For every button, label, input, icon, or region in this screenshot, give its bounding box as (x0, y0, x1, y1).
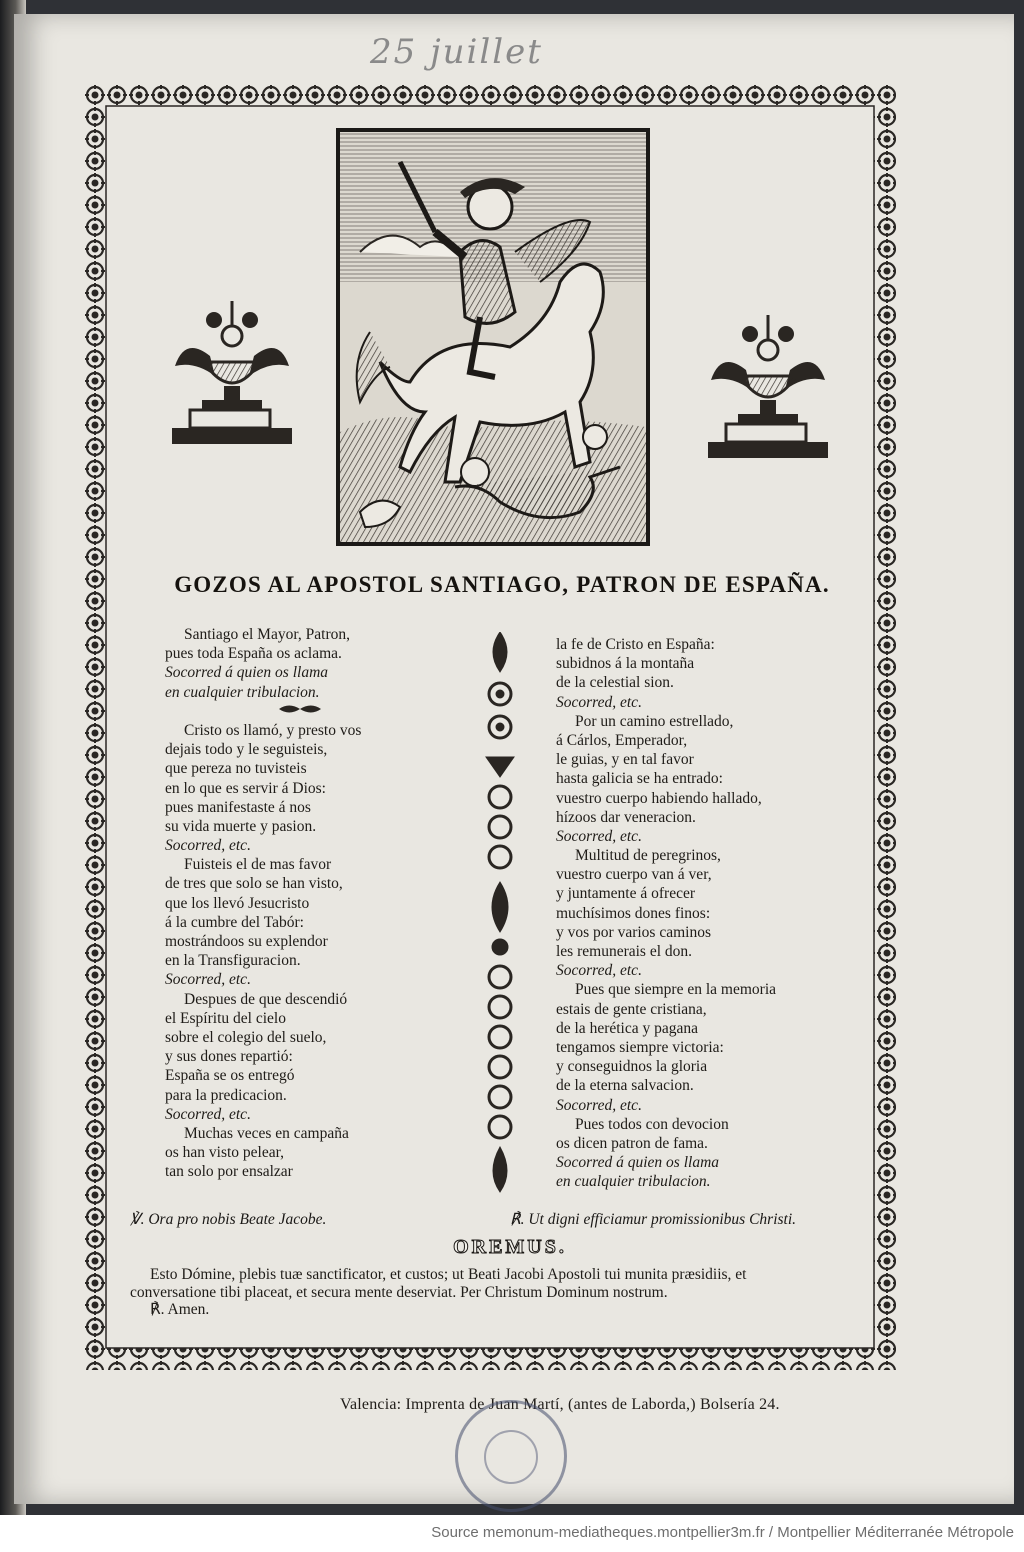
verse-line: á la cumbre del Tabór: (165, 913, 304, 931)
verse-line: hasta galicia se ha entrado: (556, 770, 723, 788)
verse-line: Muchas veces en campaña (184, 1124, 349, 1142)
page-title: GOZOS AL APOSTOL SANTIAGO, PATRON DE ESPAÑA. (174, 572, 830, 597)
verse-line: os dicen patron de fama. (556, 1134, 708, 1152)
verse-line: que los llevó Jesucristo (165, 894, 310, 912)
oremus-line: ℟. Amen. (150, 1301, 210, 1318)
right-column-verses (556, 635, 876, 1191)
verse-line: Socorred, etc. (556, 693, 642, 711)
verse-line: y vos por varios caminos (556, 923, 711, 941)
oremus-line: conversatione tibi placeat, et secura mente deserviat. Per Christum Dominum nostrum. (130, 1283, 668, 1301)
left-column-verses (165, 625, 485, 1181)
verse-line: Santiago el Mayor, Patron, (184, 626, 350, 643)
verse-line: en cualquier tribulacion. (165, 683, 320, 701)
verse-line: pues manifestaste á nos (165, 798, 311, 816)
verse-line: Socorred, etc. (556, 1096, 642, 1114)
verse-line: Socorred, etc. (556, 827, 642, 845)
verse-line: la fe de Cristo en España: (556, 636, 715, 653)
verse-line: Socorred á quien os llama (556, 1154, 720, 1172)
versicle-line: ℣. Ora pro nobis Beate Jacobe. (130, 1211, 327, 1228)
verse-line: muchísimos dones finos: (556, 904, 711, 922)
response-line: ℟. Ut digni efficiamur promissionibus Christi. (510, 1211, 797, 1228)
verse-line: en la Transfiguracion. (165, 952, 301, 970)
verse-line: para la predicacion. (165, 1086, 287, 1104)
verse-line: y juntamente á ofrecer (556, 885, 695, 903)
verse-line: de la eterna salvacion. (556, 1077, 694, 1095)
oremus-prayer (130, 1266, 890, 1319)
verse-line: Socorred, etc. (165, 837, 251, 855)
woodcut-santiago-image (336, 128, 650, 546)
verse-line: Socorred, etc. (556, 962, 642, 980)
verse-line: tan solo por ensalzar (165, 1163, 293, 1181)
verse-line: os han visto pelear, (165, 1144, 285, 1162)
verse-line: y conseguidnos la gloria (556, 1058, 708, 1076)
verse-line: de la celestial sion. (556, 674, 674, 692)
flower-vase-left-icon (170, 296, 294, 452)
verse-line: de la herética y pagana (556, 1019, 698, 1037)
library-stamp-inner (484, 1430, 538, 1484)
verse-line: hízoos dar veneracion. (556, 808, 696, 826)
verse-line: á Cárlos, Emperador, (556, 731, 688, 749)
handwritten-note: 25 juillet (370, 32, 543, 72)
verse-line: sobre el colegio del suelo, (165, 1028, 327, 1046)
flower-vase-right-icon (706, 310, 830, 466)
verse-line: de tres que solo se han visto, (165, 875, 343, 893)
verse-line: vuestro cuerpo habiendo hallado, (556, 789, 762, 807)
verse-line: Socorred á quien os llama (165, 664, 329, 682)
verse-line: Socorred, etc. (165, 1105, 251, 1123)
verse-line: mostrándoos su explendor (165, 933, 328, 950)
verse-line: Despues de que descendió (184, 990, 348, 1008)
oremus-line: Esto Dómine, plebis tuæ sanctificator, et custos; ut Beati Jacobi Apostoli tui munita præsidiis, et (150, 1266, 747, 1283)
verse-line: estais de gente cristiana, (556, 1000, 707, 1018)
fleuron-ornament-icon (165, 702, 485, 721)
verse-line: que pereza no tuvisteis (165, 760, 307, 778)
verse-line: el Espíritu del cielo (165, 1009, 286, 1027)
verse-line: Multitud de peregrinos, (575, 847, 721, 865)
verse-line: vuestro cuerpo van á ver, (556, 866, 712, 884)
verse-line: España se os entregó (165, 1067, 295, 1085)
verse-line: su vida muerte y pasion. (165, 817, 317, 835)
verse-line: Por un camino estrellado, (575, 712, 734, 730)
verse-line: en lo que es servir á Dios: (165, 779, 326, 797)
oremus-heading: OREMUS. (453, 1236, 567, 1258)
printer-imprint: Valencia: Imprenta de Juan Martí, (antes de Laborda,) Bolsería 24. (340, 1396, 780, 1413)
verse-line: en cualquier tribulacion. (556, 1173, 711, 1191)
verse-line: Pues que siempre en la memoria (575, 981, 777, 999)
verse-line: y sus dones repartió: (165, 1048, 293, 1066)
verse-line: Cristo os llamó, y presto vos (184, 721, 362, 739)
verse-line: les remunerais el don. (556, 943, 693, 960)
verse-line: tengamos siempre victoria: (556, 1038, 724, 1056)
verse-line: Pues todos con devocion (575, 1115, 729, 1133)
verse-line: pues toda España os aclama. (165, 645, 342, 663)
verse-line: dejais todo y le seguisteis, (165, 741, 328, 759)
verse-line: Socorred, etc. (165, 971, 251, 989)
verse-line: subidnos á la montaña (556, 655, 695, 673)
verse-line: Fuisteis el de mas favor (184, 856, 332, 874)
source-credit: Source memonum-mediatheques.montpellier3m.fr / Montpellier Méditerranée Métropole (431, 1524, 1014, 1541)
verse-line: le guias, y en tal favor (556, 751, 694, 769)
